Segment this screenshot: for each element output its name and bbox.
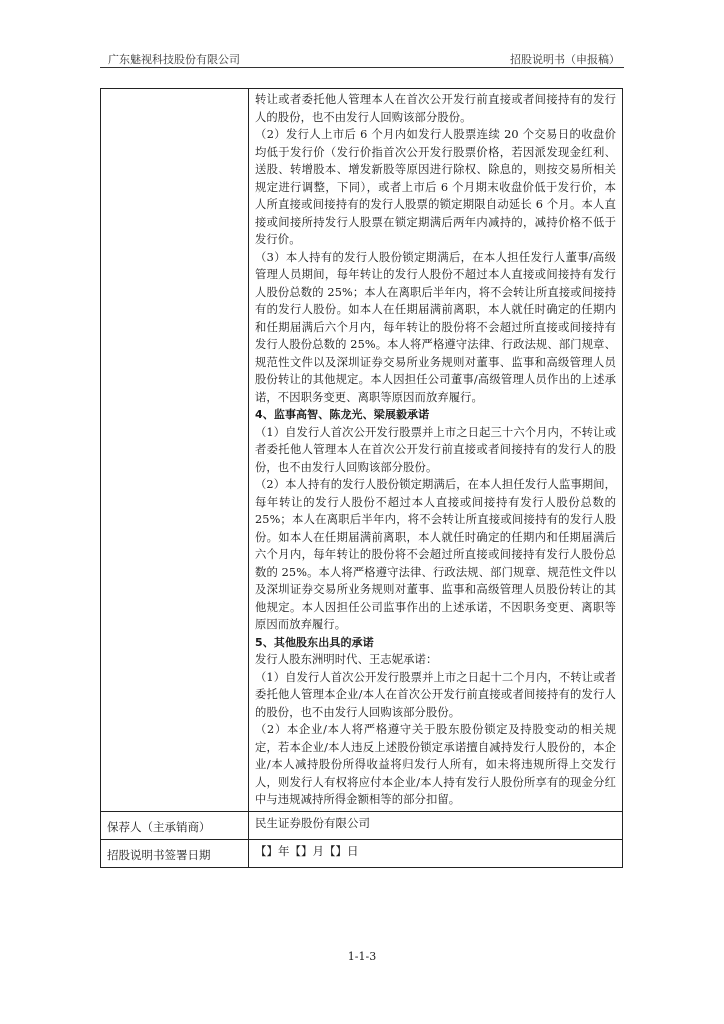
paragraph: （3）本人持有的发行人股份锁定期满后，在本人担任发行人董事/高级管理人员期间，每年转让的发行人股份不超过本人直接或间接持有发行人股份总数的 25%；本人在离职后半年内，将不会转让所直接或间接持有的发行人股份。如本人在任期届满前离职，本人就任时确定的任期内和任期届满后六个月内，每年转让的股份将不会超过所直接或间接持有发行人股份总数的 25%。本人将严格遵守法律、行政法规、部门规章、规范性文件以及深圳证券交易所业务规则对董事、监事和高级管理人员股份转让的其他规定。本人因担任公司董事/高级管理人员作出的上述承诺，不因职务变更、离职等原因而放弃履行。 (255, 250, 616, 404)
info-table (100, 88, 623, 868)
sponsor-label: 保荐人（主承销商） (101, 811, 249, 839)
paragraph: 转让或者委托他人管理本人在首次公开发行前直接或者间接持有的发行人的股份，也不由发行人回购该部分股份。 (255, 93, 616, 124)
sign-date-label: 招股说明书签署日期 (101, 839, 249, 867)
paragraph: （2）本企业/本人将严格遵守关于股东股份锁定及持股变动的相关规定，若本企业/本人违反上述股份锁定承诺擅自减持发行人股份的，本企业/本人减持股份所得收益将归发行人所有，如未将违规所得上交发行人，则发行人有权将应付本企业/本人持有发行人股份所享有的现金分红中与违规减持所得金额相等的部分扣留。 (255, 723, 616, 806)
sponsor-value: 民生证券股份有限公司 (249, 811, 623, 839)
paragraph: （2）发行人上市后 6 个月内如发行人股票连续 20 个交易日的收盘价均低于发行价（发行价指首次公开发行股票价格，若因派发现金红利、送股、转增股本、增发新股等原因进行除权、除息的，则按交易所相关规定进行调整，下同），或者上市后 6 个月期末收盘价低于发行价，本人所直接或间接持有的发行人股票的锁定期限自动延长 6 个月。本人直接或间接所持发行人股票在锁定期满后两年内减持的，减持价格不低于发行价。 (255, 128, 616, 246)
paragraph: 发行人股东洲明时代、王志妮承诺： (255, 653, 438, 666)
commitment-label-cell (101, 89, 249, 812)
paragraph: （2）本人持有的发行人股份锁定期满后，在本人担任发行人监事期间，每年转让的发行人股份不超过本人直接或间接持有发行人股份总数的 25%；本人在离职后半年内，将不会转让所直接或间接持有的发行人股份。如本人在任期届满前离职，本人就任时确定的任期内和任期届满后六个月内，每年转让的股份将不会超过所直接或间接持有发行人股份总数的 25%。本人将严格遵守法律、行政法规、部门规章、规范性文件以及深圳证券交易所业务规则对董事、监事和高级管理人员股份转让的其他规定。本人因担任公司监事作出的上述承诺，不因职务变更、离职等原因而放弃履行。 (255, 478, 616, 631)
sign-date-value: 【】年【】月【】日 (249, 839, 623, 867)
section-heading: 4、监事高智、陈龙光、梁展毅承诺 (255, 408, 430, 421)
page-header (100, 47, 624, 68)
sign-date-row (101, 839, 623, 867)
commitment-content-cell (249, 89, 623, 812)
header-doc-title: 招股说明书（申报稿） (510, 53, 620, 66)
sponsor-row (101, 811, 623, 839)
section-heading: 5、其他股东出具的承诺 (255, 635, 374, 649)
commitment-row (101, 89, 623, 812)
paragraph: （1）自发行人首次公开发行股票并上市之日起三十六个月内，不转让或者委托他人管理本人在首次公开发行前直接或者间接持有的发行人的股份，也不由发行人回购该部分股份。 (255, 425, 616, 474)
paragraph: （1）自发行人首次公开发行股票并上市之日起十二个月内，不转让或者委托他人管理本企业/本人在首次公开发行前直接或者间接持有的发行人的股份，也不由发行人回购该部分股份。 (255, 670, 616, 719)
header-company: 广东魅视科技股份有限公司 (108, 53, 240, 66)
page-number: 1-1-3 (347, 950, 377, 963)
